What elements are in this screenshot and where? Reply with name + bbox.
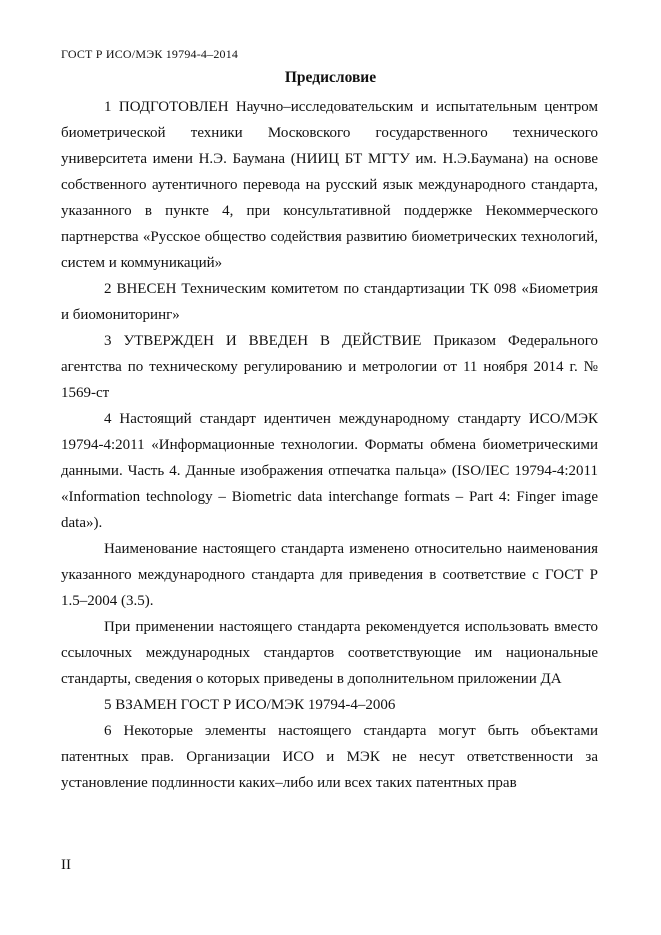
paragraph-patent-rights: 6 Некоторые элементы настоящего стандарта могут быть объектами патентных прав. Организации ИСО и МЭК не несут ответственности за установление подлинности каких–либо или всех таких патентных прав bbox=[61, 723, 598, 791]
paragraph-replaces: 5 ВЗАМЕН ГОСТ Р ИСО/МЭК 19794-4–2006 bbox=[104, 697, 396, 713]
paragraph-introduced-by: 2 ВНЕСЕН Техническим комитетом по стандартизации ТК 098 «Биометрия и биомониторинг» bbox=[61, 281, 598, 323]
paragraph-title-change: Наименование настоящего стандарта изменено относительно наименования указанного международного стандарта для приведения в соответствие с ГОСТ Р 1.5–2004 (3.5). bbox=[61, 541, 598, 609]
paragraph-national-standards: При применении настоящего стандарта рекомендуется использовать вместо ссылочных международных стандартов соответствующие им национальные стандарты, сведения о которых приведены в дополнительном приложении ДА bbox=[61, 619, 598, 687]
paragraph-identical-standard: 4 Настоящий стандарт идентичен международному стандарту ИСО/МЭК 19794-4:2011 «Информационные технологии. Форматы обмена биометрическими данными. Часть 4. Данные изображения отпечатка пальца» (ISO/IEC 19794-4:2011 «Information technology – Biometric data interchange formats – Part 4: Finger image data»). bbox=[61, 411, 598, 531]
foreword-body bbox=[61, 94, 598, 796]
paragraph-prepared-by: 1 ПОДГОТОВЛЕН Научно–исследовательским и испытательным центром биометрической техники Московского государственного технического университета имени Н.Э. Баумана (НИИЦ БТ МГТУ им. Н.Э.Баумана) на основе собственного аутентичного перевода на русский язык международного стандарта, указанного в пункте 4, при консультативной поддержке Некоммерческого партнерства «Русское общество содействия развитию биометрических технологий, систем и коммуникаций» bbox=[61, 99, 598, 271]
document-code-header: ГОСТ Р ИСО/МЭК 19794-4–2014 bbox=[61, 47, 239, 61]
page-number: II bbox=[61, 857, 71, 873]
paragraph-approved: 3 УТВЕРЖДЕН И ВВЕДЕН В ДЕЙСТВИЕ Приказом Федерального агентства по техническому регулированию и метрологии от 11 ноября 2014 г. № 1569-ст bbox=[61, 333, 598, 401]
page-title: Предисловие bbox=[284, 69, 377, 86]
